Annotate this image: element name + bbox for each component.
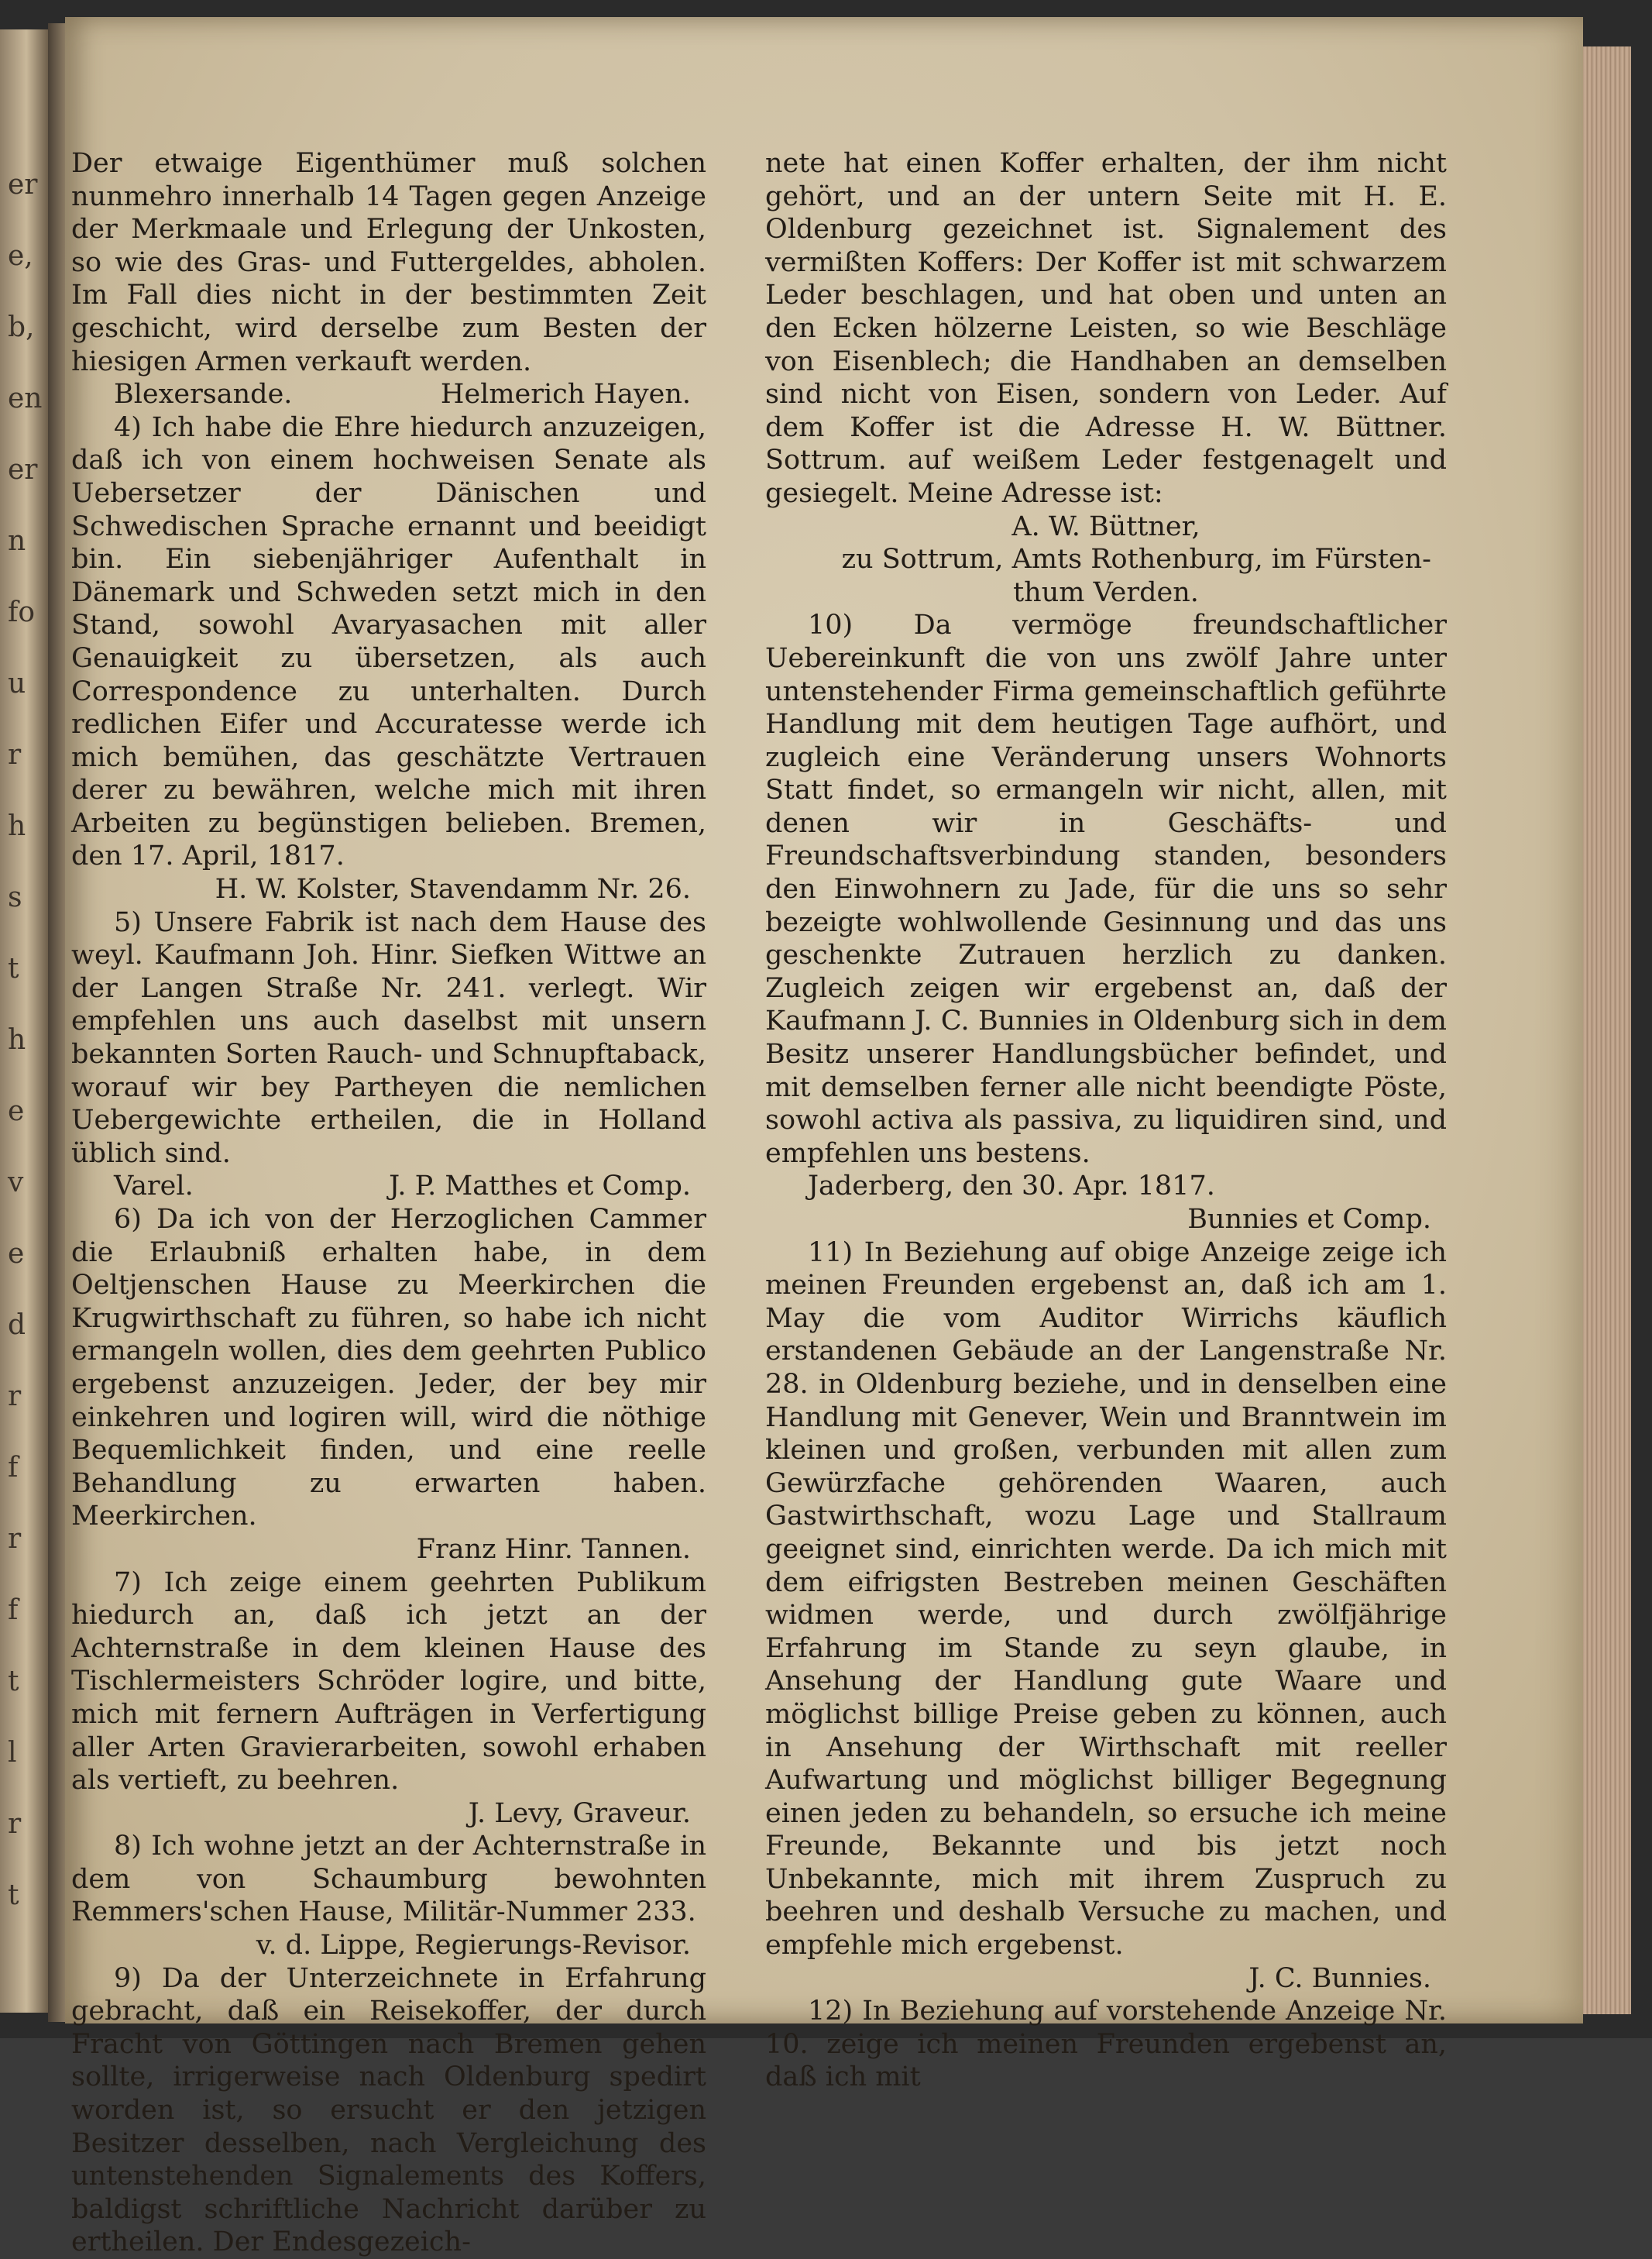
facing-page-letter: l — [8, 1737, 17, 1769]
notice-9-address-line-2: thum Verden. — [1013, 576, 1199, 608]
notice-6-body: 6) Da ich von der Herzoglichen Cammer die Erlaubniß erhalten habe, in dem Oeltjenschen Hause zu Meerkirchen die Krugwirthschaft zu führen, so habe ich nicht ermangeln wollen, dies dem geehrten Publico ergebenst anzuzeigen. Jeder, der bey mir einkehren und logiren will, wird die nöthige Bequemlichkeit finden, und eine reelle Behandlung zu erwarten haben. Meerkirchen. — [71, 1204, 706, 1532]
notice-3-place: Blexersande. — [114, 379, 293, 411]
notice-3-signature-line — [71, 378, 706, 411]
facing-page-letter: t — [8, 1879, 19, 1911]
facing-page-letter: t — [8, 1666, 19, 1697]
facing-page-letter: er — [8, 454, 38, 486]
facing-page-letter: r — [8, 1808, 22, 1840]
notice-3-signature: Helmerich Hayen. — [440, 379, 691, 411]
facing-page-letter: e, — [8, 240, 33, 272]
facing-page-letter: fo — [8, 597, 35, 628]
notice-10-body: 10) Da vermöge freundschaftlicher Uebereinkunft die von uns zwölf Jahre unter untenstehender Firma gemeinschaftlich geführte Handlung mit dem heutigen Tage aufhört, und zugleich eine Veränderung unsers Wohnorts Statt findet, so ermangeln wir nicht, allen, mit denen wir in Geschäfts- und Freundschaftsverbindung standen, besonders den Einwohnern zu Jade, für die uns so sehr bezeigte wohlwollende Gesinnung und das uns geschenkte Zutrauen herzlich zu danken. Zugleich zeigen wir ergebenst an, daß der Kaufmann J. C. Bunnies in Oldenburg sich in dem Besitz unserer Handlungsbücher befindet, und mit demselben ferner alle nicht beendigte Pöste, sowohl activa als passiva, zu liquidiren sind, und empfehlen uns bestens. — [765, 610, 1447, 1169]
notice-5-signature: J. P. Matthes et Comp. — [389, 1171, 691, 1202]
facing-page-letter: er — [8, 169, 38, 201]
notice-12-body: 12) In Beziehung auf vorstehende Anzeige Nr. 10. zeige ich meinen Freunden ergebenst an, daß ich mit — [765, 1996, 1447, 2093]
notice-11-signature: J. C. Bunnies. — [1248, 1962, 1431, 1994]
notice-8-body: 8) Ich wohne jetzt an der Achternstraße in dem von Schaumburg bewohnten Remmers'schen Hause, Militär-Nummer 233. — [71, 1831, 706, 1928]
facing-page-letter: e — [8, 1095, 25, 1127]
notice-5-place: Varel. — [114, 1171, 194, 1202]
notice-5-signature-line — [71, 1170, 706, 1203]
notice-9-address-line-1: zu Sottrum, Amts Rothenburg, im Fürsten- — [841, 544, 1431, 576]
notice-11-body: 11) In Beziehung auf obige Anzeige zeige ich meinen Freunden ergebenst an, daß ich am 1. May die vom Auditor Wirrichs käuflich erstandenen Gebäude an der Langenstraße Nr. 28. in Oldenburg beziehe, und in denselben eine Handlung mit Genever, Wein und Branntwein im kleinen und großen, verbunden mit allen zum Gewürzfache gehörenden Waaren, auch Gastwirthschaft, wozu Lage und Stallraum geeignet sind, einrichten werde. Da ich mich mit dem eifrigsten Bestreben meinen Geschäften widmen werde, und durch zwölfjährige Erfahrung im Stande zu seyn glaube, in Ansehung der Handlung gute Waare und möglichst billige Preise geben zu können, auch in Ansehung der Wirthschaft mit reeller Aufwartung und möglichst billiger Begegnung einen jeden zu behandeln, so ersuche ich meine Freunde, Bekannte und bis jetzt noch Unbekannte, mich mit ihrem Zuspruch zu beehren und deshalb Versuche zu machen, und empfehle mich ergebenst. — [765, 1236, 1447, 1962]
notice-10-date: Jaderberg, den 30. Apr. 1817. — [808, 1171, 1215, 1202]
notice-4-signature: H. W. Kolster, Stavendamm Nr. 26. — [215, 874, 691, 906]
facing-page-letter: n — [8, 525, 26, 557]
facing-page-letter: d — [8, 1309, 26, 1341]
facing-page-letter: s — [8, 882, 22, 913]
facing-page-letter: r — [8, 739, 22, 771]
facing-page-letter: h — [8, 810, 26, 842]
facing-page-letter: u — [8, 668, 26, 700]
notice-7-body: 7) Ich zeige einem geehrten Publikum hiedurch an, daß ich jetzt an der Achternstraße in dem kleinen Hause des Tischlermeisters Schröder logire, und bitte, mich mit fernern Aufträgen in Verfertigung aller Arten Gravierarbeiten, sowohl erhaben als vertieft, zu beehren. — [71, 1566, 706, 1797]
facing-page-letter: f — [8, 1452, 19, 1484]
page-edge-stack — [1583, 46, 1631, 2014]
facing-page-letter: t — [8, 953, 19, 985]
facing-page-letter: r — [8, 1380, 22, 1412]
right-column — [765, 147, 1447, 2094]
notice-5-body: 5) Unsere Fabrik ist nach dem Hause des weyl. Kaufmann Joh. Hinr. Siefken Wittwe an der Langen Straße Nr. 241. verlegt. Wir empfehlen uns auch daselbst mit unsern bekannten Sorten Rauch- und Schnupftaback, worauf wir bey Partheyen die nemlichen Uebergewichte ertheilen, die in Holland üblich sind. — [71, 906, 706, 1169]
book-gutter — [48, 23, 65, 2022]
notice-3-body: Der etwaige Eigenthümer muß solchen nunmehro innerhalb 14 Tagen gegen Anzeige der Merkmaale und Erlegung der Unkosten, so wie des Gras- und Futtergeldes, abholen. Im Fall dies nicht in der bestimmten Zeit geschicht, wird derselbe zum Besten der hiesigen Armen verkauft werden. — [71, 148, 706, 377]
left-column — [71, 147, 706, 2259]
facing-page-letter: h — [8, 1024, 26, 1056]
facing-page-fragment — [0, 29, 48, 2013]
facing-page-letter: v — [8, 1167, 24, 1198]
facing-page-letter: en — [8, 383, 43, 414]
notice-9-continuation: nete hat einen Koffer erhalten, der ihm nicht gehört, und an der untern Seite mit H. E. Oldenburg gezeichnet ist. Signalement des vermißten Koffers: Der Koffer ist mit schwarzem Leder beschlagen, und hat oben und unten an den Ecken hölzerne Leisten, so wie Beschläge von Eisenblech; die Handhaben an demselben sind nicht von Eisen, sondern von Leder. Auf dem Koffer ist die Adresse H. W. Büttner. Sottrum. auf weißem Leder festgenagelt und gesiegelt. Meine Adresse ist: — [765, 148, 1447, 509]
facing-page-letter: e — [8, 1238, 25, 1270]
notice-8-signature: v. d. Lippe, Regierungs-Revisor. — [256, 1930, 691, 1962]
notice-6-signature: Franz Hinr. Tannen. — [416, 1533, 691, 1565]
notice-7-signature: J. Levy, Graveur. — [468, 1797, 691, 1829]
facing-page-letter: b, — [8, 311, 35, 343]
notice-9-body: 9) Da der Unterzeichnete in Erfahrung gebracht, daß ein Reisekoffer, der durch Fracht von Göttingen nach Bremen gehen sollte, irrigerweise nach Oldenburg spedirt worden ist, so ersucht er den jetzigen Besitzer desselben, nach Vergleichung des untenstehenden Signalements des Koffers, baldigst schriftliche Nachricht darüber zu ertheilen. Der Endesgezeich- — [71, 1962, 706, 2258]
facing-page-letter: r — [8, 1523, 22, 1555]
notice-9-name: A. W. Büttner, — [1011, 511, 1200, 542]
notice-4-body: 4) Ich habe die Ehre hiedurch anzuzeigen, daß ich von einem hochweisen Senate als Uebersetzer der Dänischen und Schwedischen Sprache ernannt und beeidigt bin. Ein siebenjähriger Aufenthalt in Dänemark und Schweden setzt mich in den Stand, sowohl Avaryasachen mit aller Genauigkeit zu übersetzen, als auch Correspondence zu unterhalten. Durch redlichen Eifer und Accuratesse werde ich mich bemühen, das geschätzte Vertrauen derer zu bewähren, welche mich mit ihren Arbeiten zu begünstigen belieben. Bremen, den 17. April, 1817. — [71, 411, 706, 872]
notice-10-signature: Bunnies et Comp. — [1187, 1204, 1431, 1235]
facing-page-letter: f — [8, 1594, 19, 1626]
